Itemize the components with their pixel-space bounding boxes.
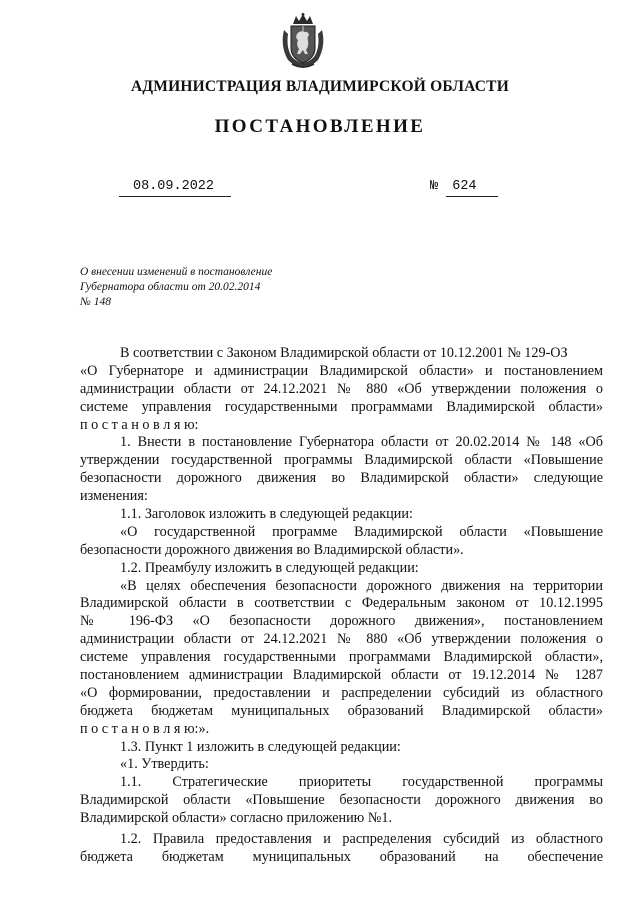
body-line: изменения: <box>80 488 148 505</box>
body-line: «О Губернаторе и администрации Владимирской области» и постановлением <box>80 362 603 379</box>
body-line: Владимирской области» согласно приложению №1. <box>80 810 392 827</box>
document-date: 08.09.2022 <box>119 178 231 197</box>
body-line: системе управления государственными программами Владимирской области» <box>80 398 603 415</box>
body-line: п о с т а н о в л я ю: <box>80 416 199 433</box>
body-line: «1. Утвердить: <box>120 756 209 773</box>
body-line: п о с т а н о в л я ю:». <box>80 720 210 737</box>
body-line: бюджета бюджетам муниципальных образований на обеспечение <box>80 848 603 865</box>
body-line: системе управления государственными программами Владимирской области», <box>80 649 603 666</box>
body-line: В соответствии с Законом Владимирской области от 10.12.2001 № 129-ОЗ <box>120 345 568 361</box>
body-line: 1.2. Преамбулу изложить в следующей редакции: <box>120 559 419 576</box>
number-sign: № <box>430 179 439 194</box>
body-line: утверждении государственной программы Владимирской области «Повышение <box>80 452 603 469</box>
body-line: 1.1. Заголовок изложить в следующей редакции: <box>120 506 413 523</box>
coat-of-arms-emblem <box>278 12 328 70</box>
body-line: «О государственной программе Владимирской области «Повышение <box>120 523 603 540</box>
body-line: 1.3. Пункт 1 изложить в следующей редакции: <box>120 738 401 755</box>
document-number-field <box>430 178 498 197</box>
body-line: 1.1. Стратегические приоритеты государственной программы <box>120 774 603 791</box>
document-body <box>80 345 603 867</box>
body-line: 1. Внести в постановление Губернатора области от 20.02.2014 № 148 «Об <box>120 434 603 451</box>
subject-line: Губернатора области от 20.02.2014 <box>80 281 261 293</box>
organization-title: АДМИНИСТРАЦИЯ ВЛАДИМИРСКОЙ ОБЛАСТИ <box>131 78 509 95</box>
body-line: безопасности дорожного движения во Владимирской области» следующие <box>80 470 603 487</box>
body-line: Владимирской области «Повышение безопасности дорожного движения во <box>80 792 603 809</box>
body-line: 1.2. Правила предоставления и распределения субсидий из областного <box>120 831 603 848</box>
subject-line: № 148 <box>80 296 111 308</box>
body-line: безопасности дорожного движения во Владимирской области». <box>80 541 464 558</box>
document-number: 624 <box>446 178 498 197</box>
body-line: администрации области от 24.12.2021 № 880 «Об утверждении положения о <box>80 631 603 648</box>
document-type-title: ПОСТАНОВЛЕНИЕ <box>214 116 426 137</box>
body-line: Владимирской области в соответствии с Федеральным законом от 10.12.1995 <box>80 595 603 612</box>
body-line: «О формировании, предоставлении и распределении субсидий из областного <box>80 684 603 701</box>
body-line: бюджета бюджетам муниципальных образований Владимирской области» <box>80 702 603 719</box>
document-subject <box>80 265 340 310</box>
subject-line: О внесении изменений в постановление <box>80 266 273 278</box>
body-line: администрации области от 24.12.2021 № 880 «Об утверждении положения о <box>80 380 603 397</box>
body-line: № 196-ФЗ «О безопасности дорожного движения», постановлением <box>80 613 603 630</box>
body-line: постановлением администрации Владимирской области от 19.12.2014 № 1287 <box>80 667 603 684</box>
body-line: «В целях обеспечения безопасности дорожного движения на территории <box>120 577 603 594</box>
